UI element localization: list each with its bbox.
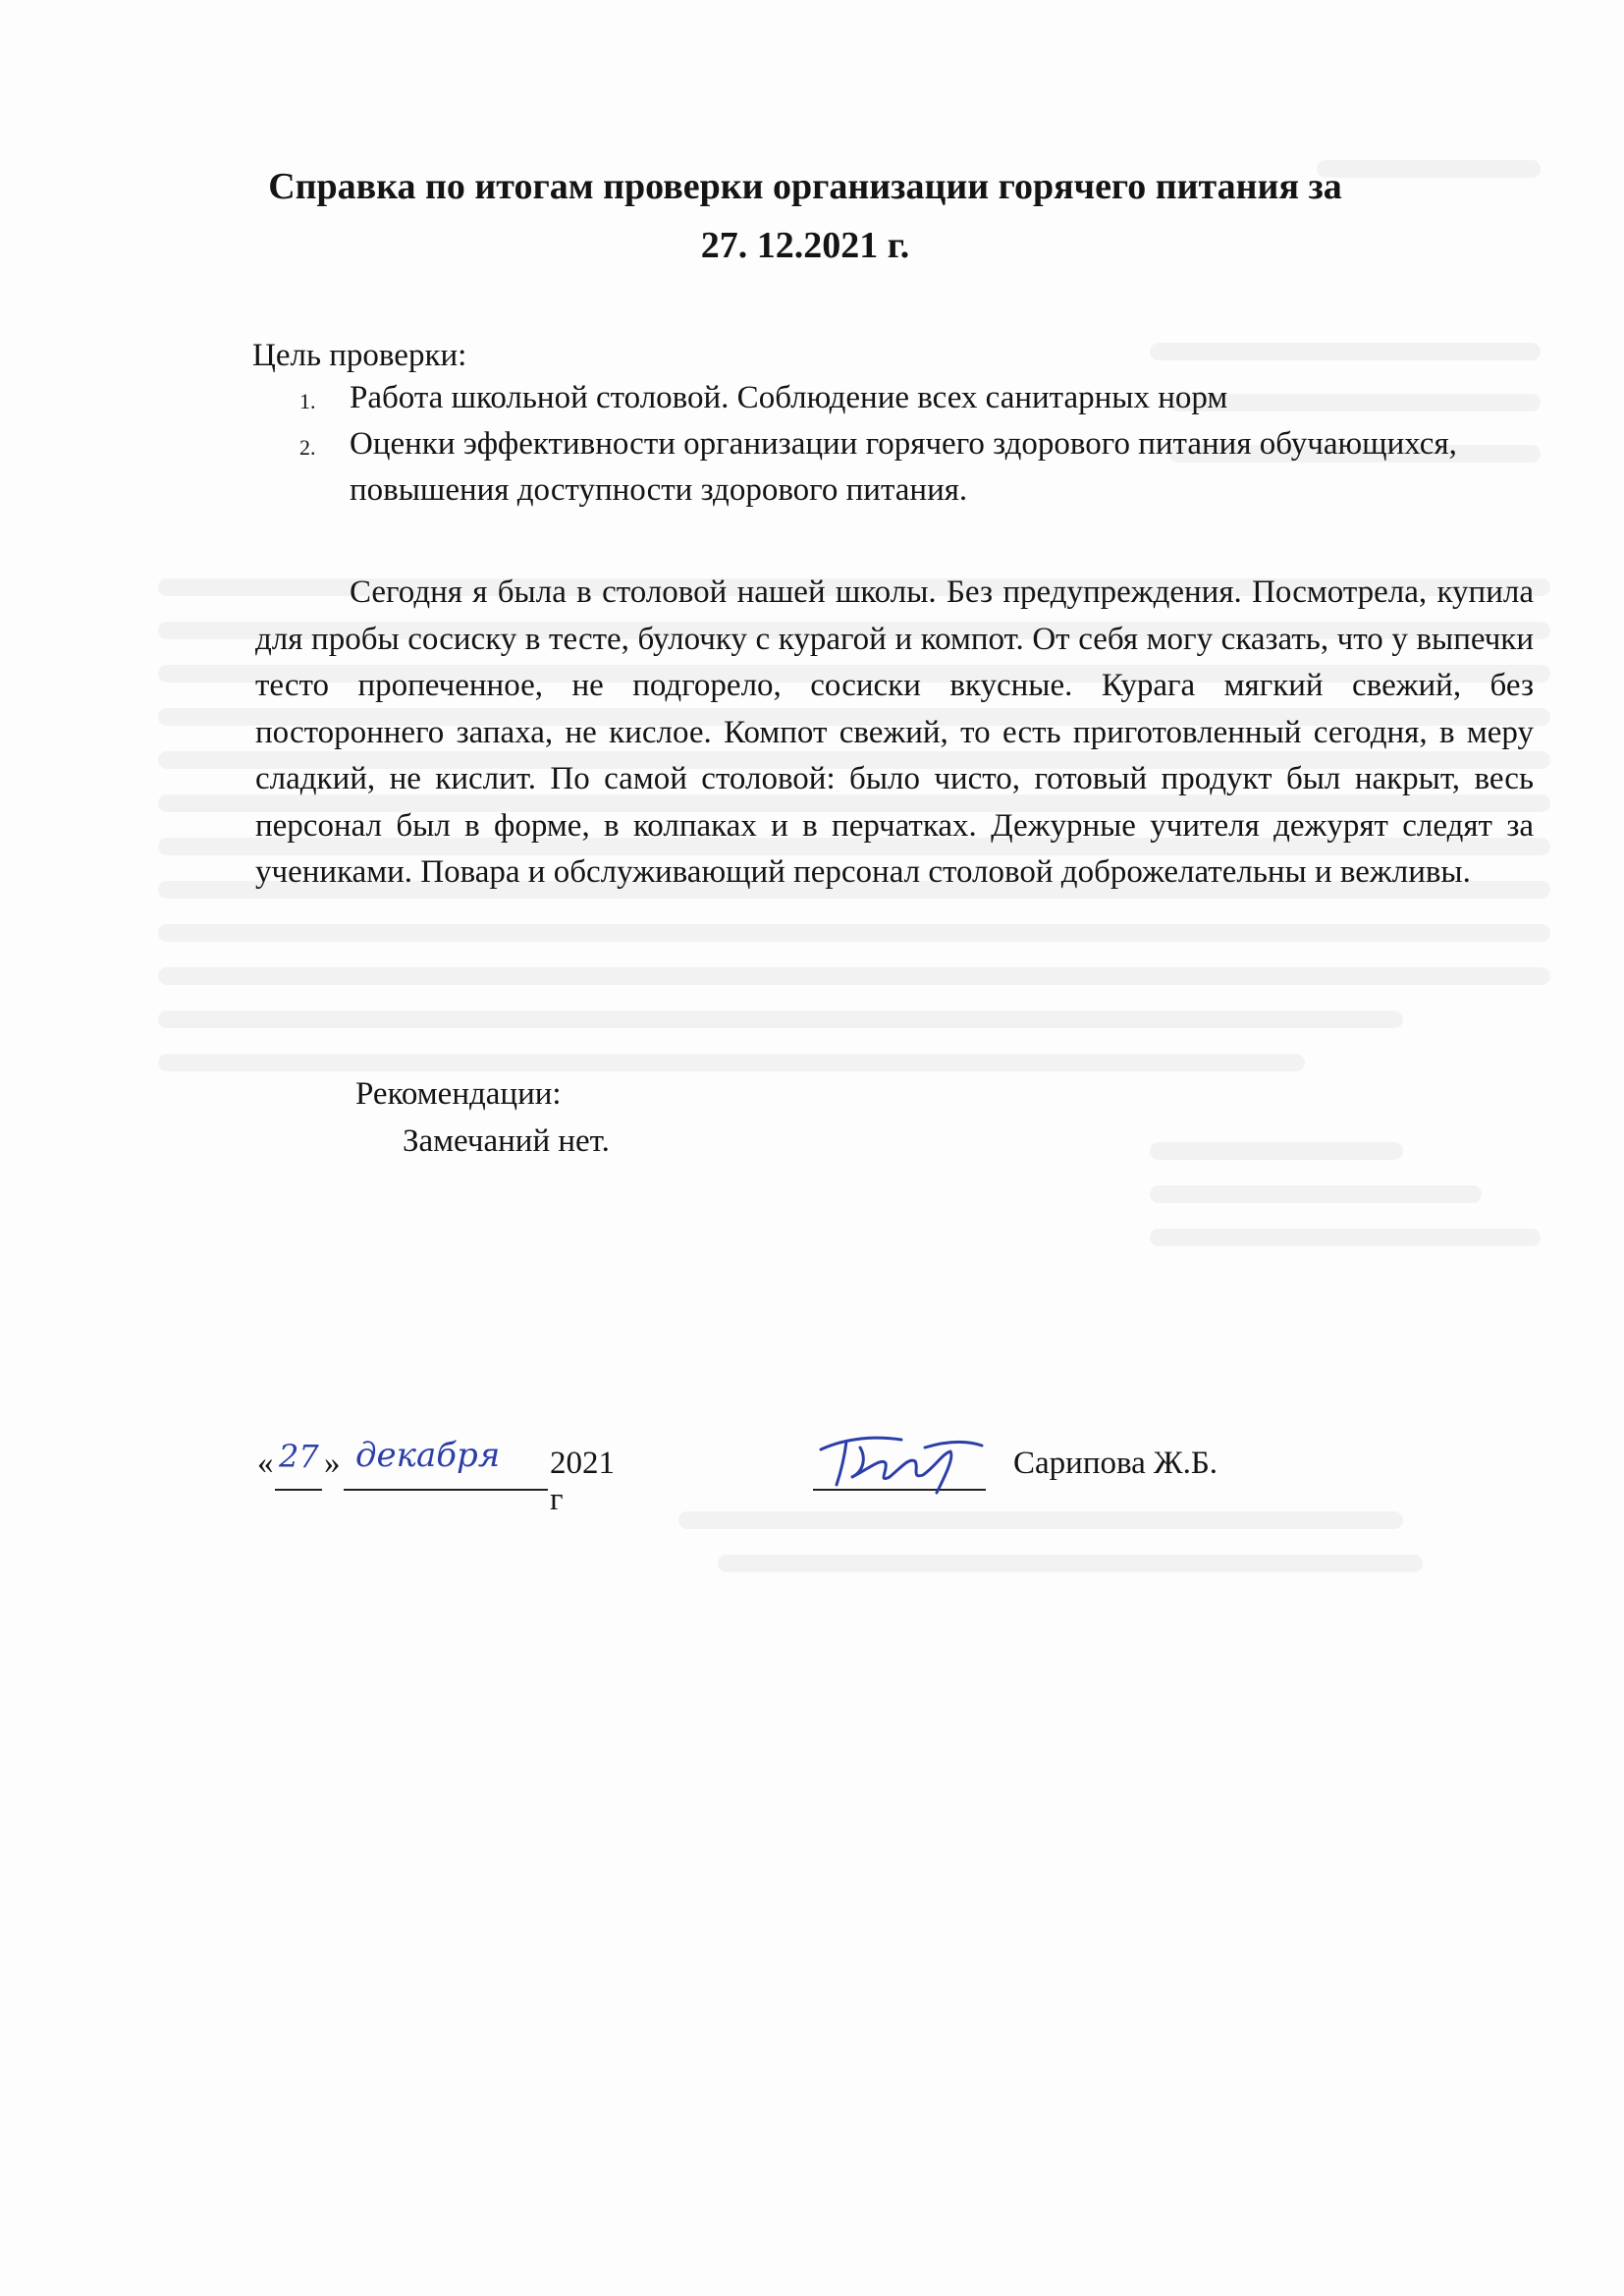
goal-number: 2. [299,435,316,460]
year-text: 2021 г [550,1446,615,1517]
goals-list [295,375,1473,514]
handwritten-day: 27 [279,1438,319,1475]
goal-item [295,421,1473,514]
signer-name: Сарипова Ж.Б. [1013,1446,1218,1481]
recommendations-text: Замечаний нет. [403,1123,610,1159]
goal-item [295,375,1473,421]
document-title [196,157,1414,275]
body-paragraph: Сегодня я была в столовой нашей школы. Без предупреждения. Посмотрела, купила для пробы сосиску в тесте, булочку с курагой и компот. От себя могу сказать, что у выпечки тесто пропеченное, не подгорело, сосиски вкусные. Курага мягкий свежий, без постороннего запаха, не кислое. Компот свежий, то есть приготовленный сегодня, в меру сладкий, не кислит. По самой столовой: было чисто, готовый продукт был накрыт, весь персонал был в форме, в колпаках и в перчатках. Дежурные учителя дежурят следят за учениками. Повара и обслуживающий персонал столовой доброжелательны и вежливы. [255,574,1534,890]
title-line-2: 27. 12.2021 г. [700,225,910,266]
goal-text: Работа школьной столовой. Соблюдение всех санитарных норм [350,380,1228,415]
signature-mark [807,1428,994,1497]
title-line-1: Справка по итогам проверки организации горячего питания за [268,166,1342,207]
quote-close: » [324,1446,341,1481]
recommendations-label: Рекомендации: [355,1076,562,1112]
signature-row [257,1428,1337,1516]
goal-text: Оценки эффективности организации горячего здорового питания обучающихся, повышения доступности здорового питания. [350,426,1457,508]
goal-label: Цель проверки: [252,338,467,373]
goal-number: 1. [299,389,316,413]
handwritten-month: декабря [355,1436,501,1475]
quote-open: « [257,1446,274,1481]
